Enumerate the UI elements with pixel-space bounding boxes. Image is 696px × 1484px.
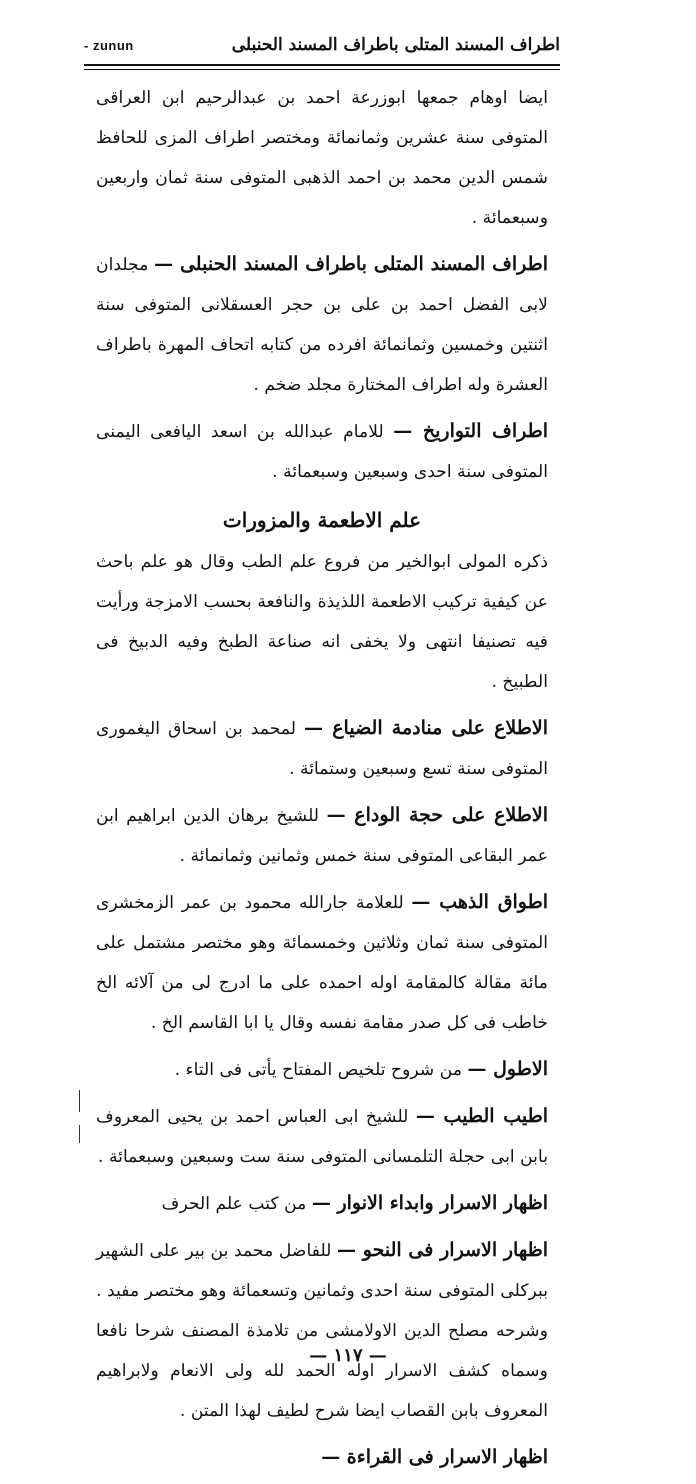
- entry-heading: اطراف المسند المتلى باطراف المسند الحنبلى —: [154, 253, 548, 275]
- entry-text: للشيخ برهان الدين ابراهيم ابن عمر البقاعى المتوفى سنة خمس وثمانين وثمانمائة .: [96, 806, 548, 866]
- entry-text: من شروح تلخيص المفتاح يأتى فى التاء .: [174, 1060, 463, 1080]
- entry-text: ايضا اوهام جمعها ابوزرعة احمد بن عبدالرحيم ابن العراقى المتوفى سنة عشرين وثمانمائة ومختصر اطراف المزى للحافظ شمس الدين محمد بن احمد الذهبى المتوفى سنة ثمان واربعين وسبعمائة .: [96, 88, 548, 228]
- margin-mark: [79, 1125, 80, 1143]
- entry-paragraph: [96, 882, 548, 1043]
- entry-text: مجلدان لابى الفضل احمد بن على بن حجر العسقلانى المتوفى سنة اثنتين وخمسين وثمانمائة افرده من كتابه اتحاف المهرة باطراف العشرة وله اطراف المختارة مجلد ضخم .: [96, 255, 548, 395]
- entry-paragraph: [96, 78, 548, 238]
- body-text: [96, 78, 548, 1484]
- entry-heading: اظهار الاسرار وابداء الانوار —: [311, 1192, 548, 1214]
- margin-mark: [79, 1090, 80, 1112]
- section-title: علم الاطعمة والمزورات: [222, 508, 422, 532]
- entry-paragraph: [96, 1230, 548, 1431]
- entry-heading: الاطلاع على حجة الوداع —: [326, 804, 548, 826]
- running-title: اطراف المسند المتلى باطراف المسند الحنبلى: [231, 35, 560, 55]
- entry-text: للشيخ ابى العباس احمد بن يحيى المعروف بابن ابى حجلة التلمسانى المتوفى سنة ست وسبعين وسبعمائة .: [96, 1107, 548, 1167]
- entry-text: للفاضل محمد بن بير على الشهير ببركلى المتوفى سنة احدى وثمانين وتسعمائة وهو مختصر مفيد . وشرحه مصلح الدين الاولامشى من تلامذة المصنف شرحا نافعا وسماه كشف الاسرار اوله الحمد لله ولى الانعام ولابراهيم المعروف بابن القصاب ايضا شرح لطيف لهذا المتن .: [96, 1241, 548, 1421]
- entry-paragraph: [96, 1437, 548, 1478]
- running-header: [84, 28, 560, 62]
- entry-text: من كتب علم الحرف: [161, 1194, 307, 1214]
- entry-paragraph: [96, 795, 548, 876]
- entry-heading: اطواق الذهب —: [411, 891, 549, 913]
- entry-heading: اطراف التواريخ —: [393, 420, 548, 442]
- entry-heading: الاطول —: [467, 1058, 548, 1080]
- entry-heading: اظهار الاسرار فى النحو —: [337, 1239, 548, 1261]
- entry-paragraph: [96, 1096, 548, 1177]
- entry-text: للامام عبدالله بن اسعد اليافعى اليمنى المتوفى سنة احدى وسبعين وسبعمائة .: [96, 422, 548, 482]
- entry-paragraph: [96, 708, 548, 789]
- entry-heading: اظهار الاسرار فى القراءة —: [321, 1446, 548, 1468]
- entry-paragraph: [96, 1049, 548, 1090]
- entry-paragraph: [96, 1183, 548, 1224]
- entry-heading: اطيب الطيب —: [415, 1105, 549, 1127]
- header-left-mark: - zunun: [84, 37, 134, 53]
- header-rule-thick: [84, 64, 560, 66]
- header-rule-thin: [84, 69, 560, 70]
- entry-text: لمحمد بن اسحاق اليغمورى المتوفى سنة تسع وسبعين وستمائة .: [96, 719, 548, 779]
- entry-text: للعلامة جارالله محمود بن عمر الزمخشرى المتوفى سنة ثمان وثلاثين وخمسمائة وهو مختصر مشتمل على مائة مقالة كالمقامة اوله احمده على ما ادرج لى من آلائه الخ خاطب فى كل صدر مقامة نفسه وقال يا ابا القاسم الخ .: [96, 893, 548, 1033]
- entry-heading: الاطلاع على منادمة الضياع —: [304, 717, 548, 739]
- entry-paragraph: [96, 411, 548, 492]
- entry-paragraph: [96, 244, 548, 405]
- entry-paragraph: [96, 542, 548, 702]
- page-number: — ١١٧ —: [309, 1345, 387, 1366]
- entry-text: ذكره المولى ابوالخير من فروع علم الطب وقال هو علم باحث عن كيفية تركيب الاطعمة اللذيذة والنافعة بحسب الامزجة ورأيت فيه تصنيفا انتهى ولا يخفى انه صناعة الطبخ وفيه الدبيخ فى الطبيخ .: [96, 552, 548, 692]
